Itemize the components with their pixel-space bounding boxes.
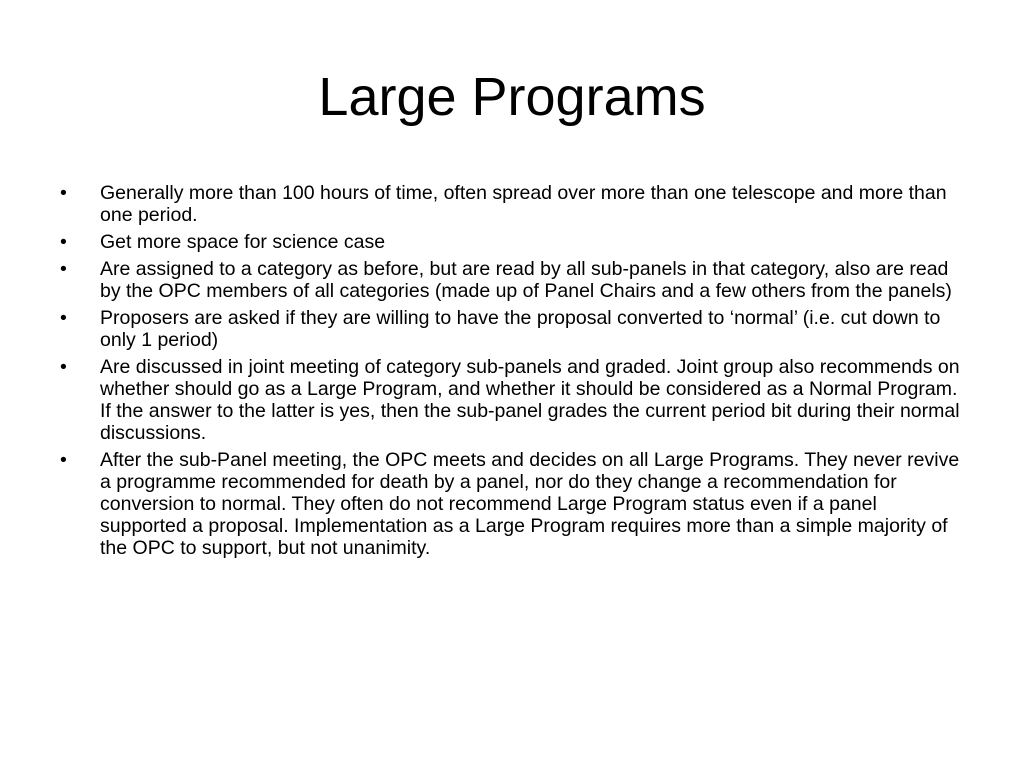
bullet-list — [56, 182, 968, 564]
bullet-icon: • — [60, 356, 67, 378]
bullet-icon: • — [60, 258, 67, 280]
bullet-icon: • — [60, 307, 67, 329]
bullet-item — [56, 258, 968, 302]
bullet-text: Proposers are asked if they are willing to have the proposal converted to ‘normal’ (i.e. cut down to only 1 period) — [100, 307, 941, 351]
bullet-text: Are assigned to a category as before, but are read by all sub-panels in that category, also are read by the OPC members of all categories (made up of Panel Chairs and a few others from the panels) — [100, 258, 952, 302]
bullet-text: Are discussed in joint meeting of category sub-panels and graded. Joint group also recommends on whether should go as a Large Program, and whether it should be considered as a Normal Program. If the answer to the latter is yes, then the sub-panel grades the current period bit during their normal discussions. — [100, 356, 960, 444]
slide-title: Large Programs — [318, 67, 706, 127]
bullet-item — [56, 182, 968, 226]
bullet-item — [56, 307, 968, 351]
bullet-icon: • — [60, 449, 67, 471]
bullet-item — [56, 231, 968, 253]
bullet-text: After the sub-Panel meeting, the OPC meets and decides on all Large Programs. They never revive a programme recommended for death by a panel, nor do they change a recommendation for conversion to normal. They often do not recommend Large Program status even if a panel supported a proposal. Implementation as a Large Program requires more than a simple majority of the OPC to support, but not unanimity. — [100, 449, 960, 559]
bullet-item — [56, 449, 968, 559]
bullet-icon: • — [60, 231, 67, 253]
bullet-item — [56, 356, 968, 444]
bullet-text: Get more space for science case — [100, 231, 386, 253]
bullet-icon: • — [60, 182, 67, 204]
bullet-text: Generally more than 100 hours of time, often spread over more than one telescope and more than one period. — [100, 182, 947, 226]
